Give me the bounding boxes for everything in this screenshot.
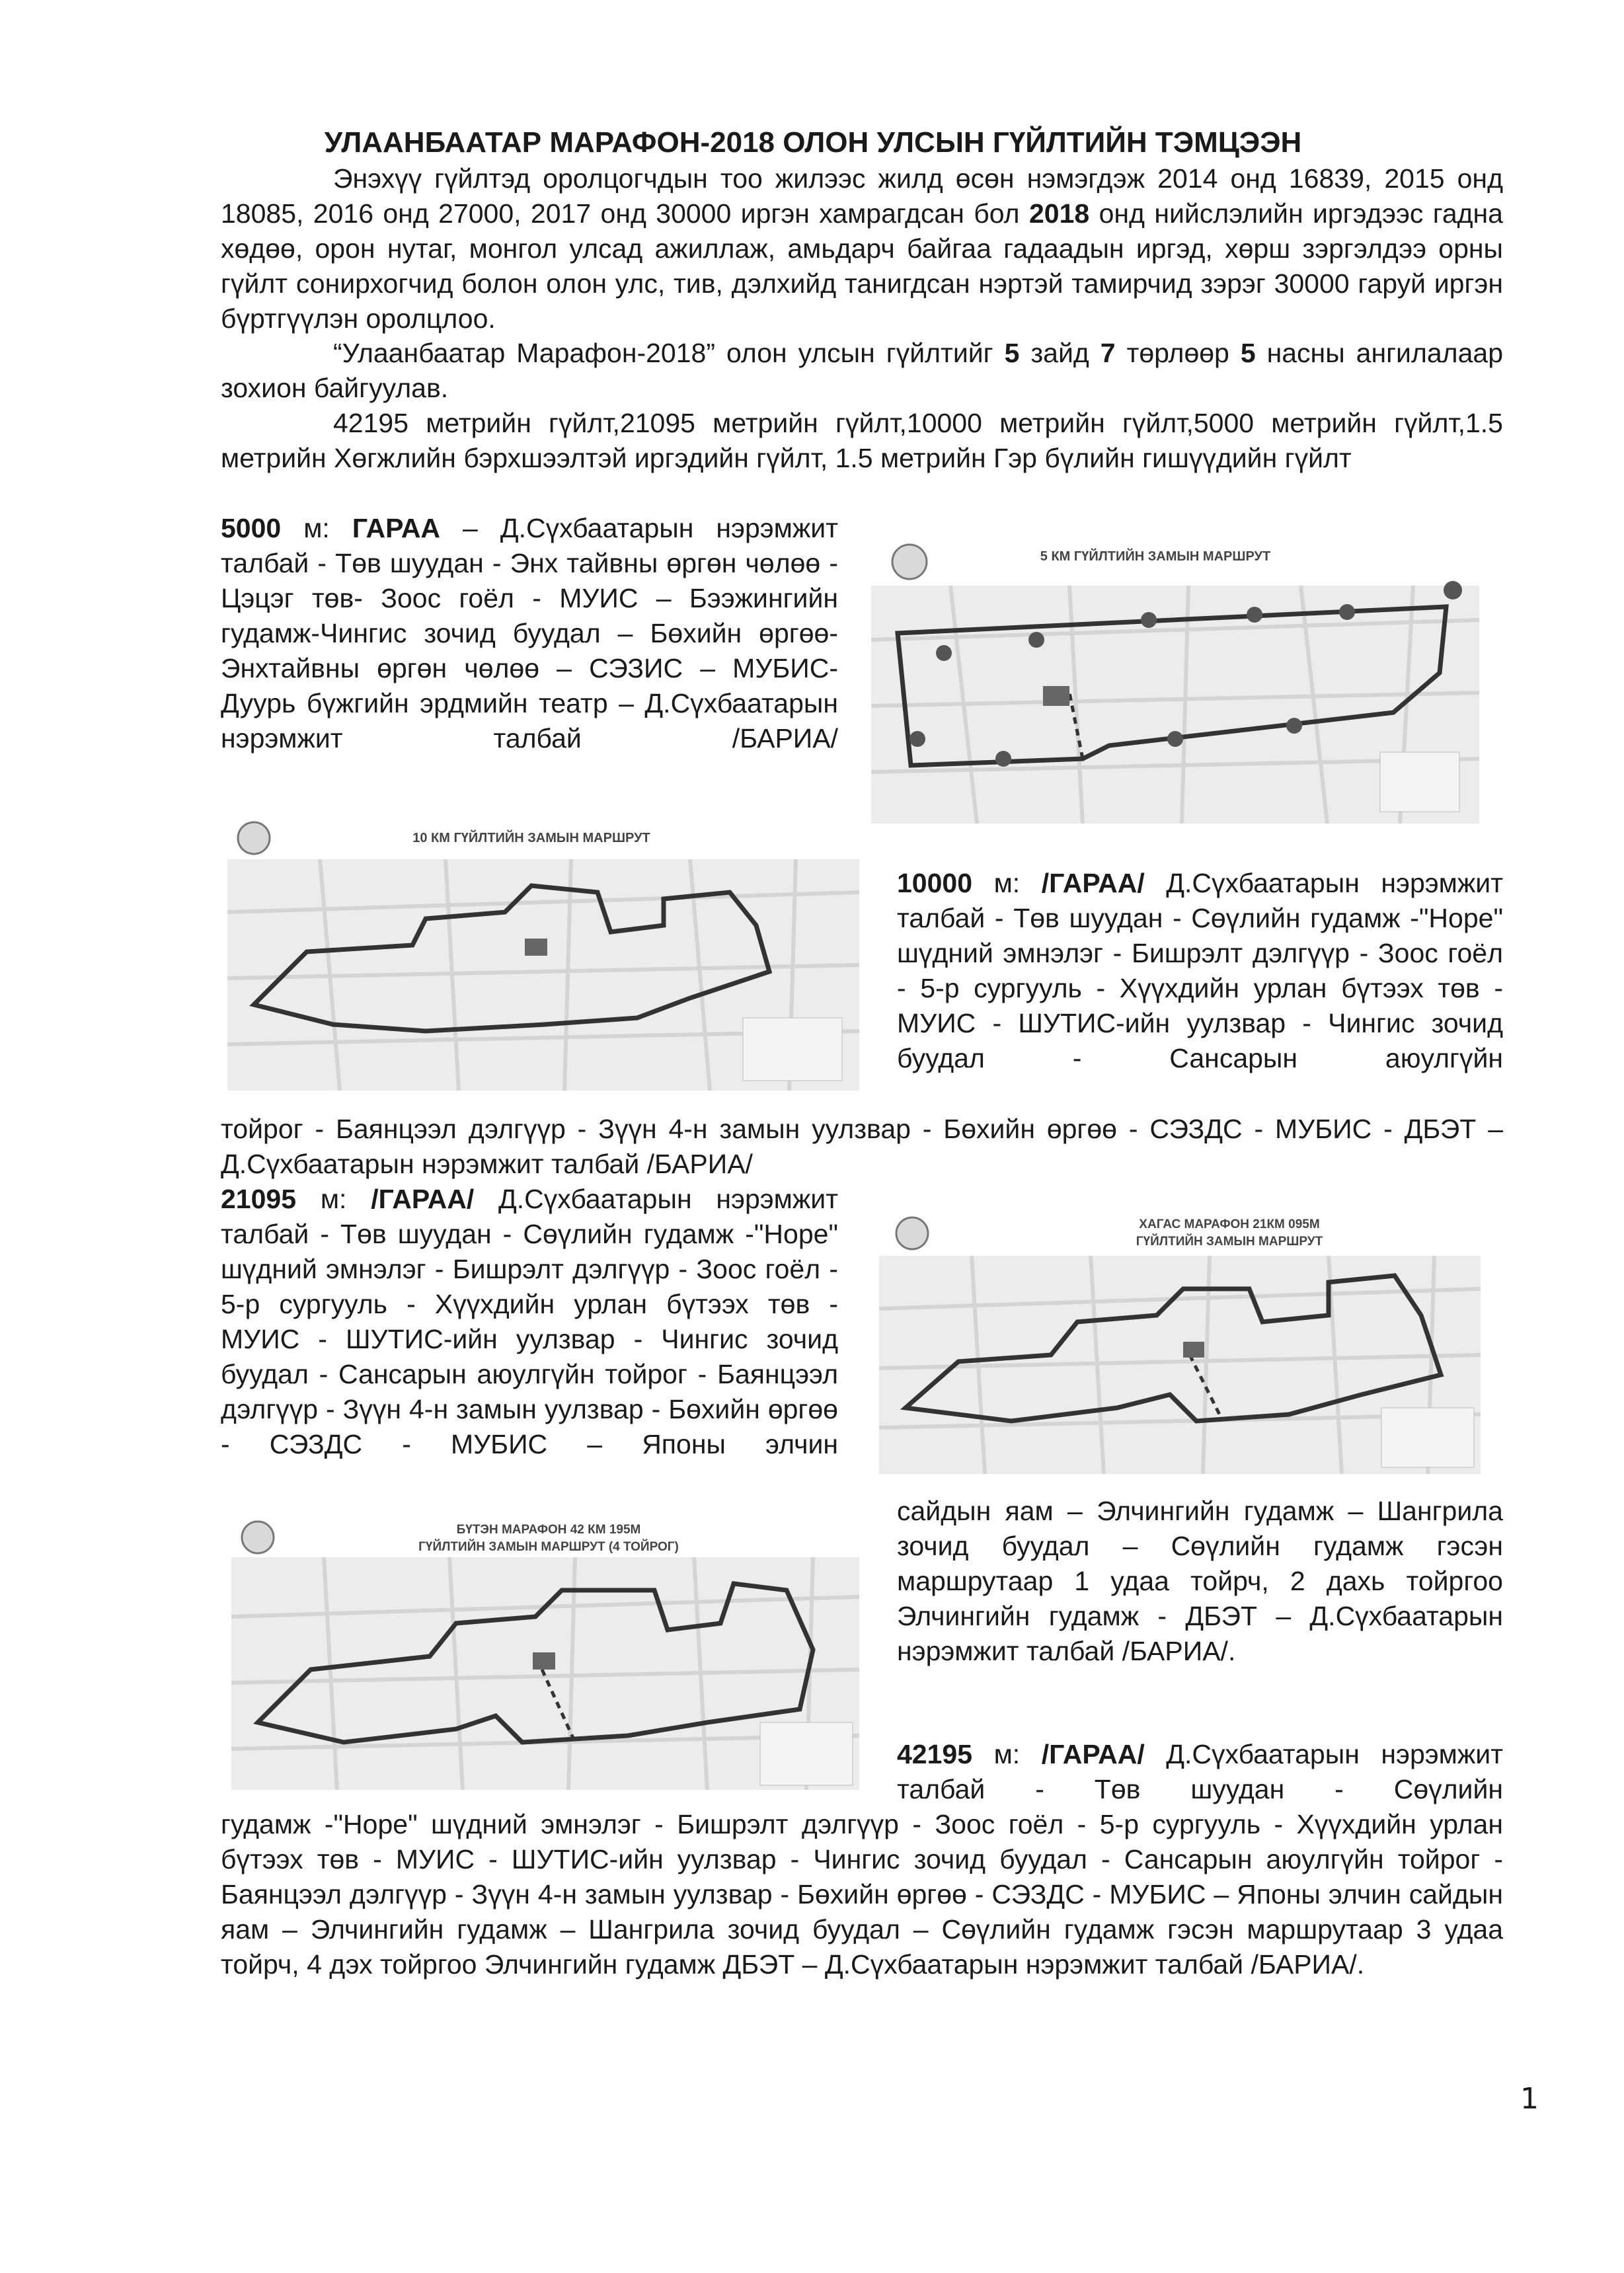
map-21km-title-2: ГҮЙЛТИЙН ЗАМЫН МАРШРУТ — [1136, 1235, 1323, 1249]
format-text: “Улаанбаатар Марафон-2018” олон улсын гүйлтийг — [333, 338, 1005, 368]
route-10000-distance: 10000 — [897, 868, 973, 898]
map-5km-title: 5 КМ ГҮЙЛТИЙН ЗАМЫН МАРШРУТ — [1040, 549, 1271, 564]
page-title: УЛААНБААТАР МАРАФОН-2018 ОЛОН УЛСЫН ГҮЙЛТИЙН ТЭМЦЭЭН — [324, 126, 1302, 159]
map-42km-title-2: ГҮЙЛТИЙН ЗАМЫН МАРШРУТ (4 ТОЙРОГ) — [418, 1540, 679, 1554]
map-legend — [760, 1722, 853, 1785]
intro-text-a: Энэхүү гүйлтэд оролцогчдын тоо жилээс жилд өсөн нэмэгдэж 2014 онд 16839, 2015 онд 18085, 2016 онд 27000, 2017 онд 30000 иргэн хамрагдсан бол — [221, 163, 1503, 229]
flag-icon — [525, 939, 547, 956]
route-42195-text: Д.Сүхбаатарын нэрэмжит талбай - Төв шуудан - Сөүлийн — [897, 1739, 1503, 1804]
format-ages: 5 — [1240, 338, 1256, 368]
map-42km-title-1: БҮТЭН МАРАФОН 42 КМ 195М — [456, 1523, 641, 1537]
route-10000 — [897, 866, 1503, 1076]
route-5000-start: ГАРАА — [352, 513, 441, 543]
route-21095-text: Д.Сүхбаатарын нэрэмжит талбай - Төв шуудан - Сөүлийн гудамж -"Норе" шүдний эмнэлэг - Бишрэлт дэлгүүр - Зоос гоёл - 5-р сургууль - Хүүхдийн урлан бүтээх төв - МУИС - ШУТИС-ийн уулзвар - Чингис зочид буудал - Сансарын аюулгүйн тойрог - Баянцээл дэлгүүр - Зүүн 4-н замын уулзвар - Бөхийн өргөө - СЭЗДС - МУБИС – Японы элчин — [221, 1184, 838, 1459]
flag-icon — [1183, 1342, 1204, 1358]
map-10km — [227, 820, 859, 1091]
route-42195 — [897, 1737, 1503, 1807]
route-42195-start: /ГАРАА/ — [1041, 1739, 1145, 1769]
logo-icon — [238, 822, 270, 854]
intro-text-b: онд нийслэлийн иргэдээс гадна хөдөө, орон нутаг, монгол улсад ажиллаж, амьдарч байгаа гадаадын иргэд, хөрш зэргэлдээ орны гүйлт сонирхогчид болон олон улс, тив, дэлхийд танигдсан нэртэй тамирчид зэрэг 30000 гаруй иргэн бүртгүүлэн оролцлоо. — [221, 198, 1503, 334]
map-21km-title-1: ХАГАС МАРАФОН 21КМ 095М — [1139, 1217, 1320, 1231]
route-5000-text: – Д.Сүхбаатарын нэрэмжит талбай - Төв шуудан - Энх тайвны өргөн чөлөө - Цэцэг төв- Зоос гоёл - МУИС – Бээжингийн гудамж-Чингис зочид буудал – Бөхийн өргөө- Энхтайвны өргөн чөлөө – СЭЗИС – МУБИС- Дуурь бүжгийн эрдмийн театр – Д.Сүхбаатарын нэрэмжит талбай /БАРИА/ — [221, 513, 838, 753]
logo-icon — [892, 545, 927, 579]
logo-icon — [896, 1217, 928, 1249]
map-legend — [1380, 752, 1459, 812]
page-number: 1 — [1520, 2082, 1539, 2116]
distances-paragraph: 42195 метрийн гүйлт,21095 метрийн гүйлт,10000 метрийн гүйлт,5000 метрийн гүйлт,1.5 метрийн Хөгжлийн бэрхшээлтэй иргэдийн гүйлт, 1.5 метрийн Гэр бүлийн гишүүдийн гүйлт — [221, 408, 1503, 473]
format-text: зайд — [1019, 338, 1101, 368]
route-10000-unit: м: — [993, 868, 1021, 898]
route-10000-text: Д.Сүхбаатарын нэрэмжит талбай - Төв шуудан - Сөүлийн гудамж -"Норе" шүдний эмнэлэг - Бишрэлт дэлгүүр - Зоос гоёл - 5-р сургууль - Хүүхдийн урлан бүтээх төв - МУИС - ШУТИС-ийн уулзвар - Чингис зочид буудал - Сансарын аюулгүйн — [897, 868, 1503, 1073]
route-5000 — [221, 511, 838, 756]
flag-icon — [1043, 686, 1069, 706]
format-text: төрлөөр — [1115, 338, 1241, 368]
route-21095-distance: 21095 — [221, 1184, 297, 1214]
map-5km — [871, 541, 1479, 824]
intro-paragraph — [221, 161, 1503, 336]
format-zones: 5 — [1004, 338, 1020, 368]
intro-year: 2018 — [1028, 198, 1090, 229]
format-paragraph — [221, 336, 1503, 406]
route-10000-cont: тойрог - Баянцээл дэлгүүр - Зүүн 4-н замын уулзвар - Бөхийн өргөө - СЭЗДС - МУБИС - ДБЭТ – Д.Сүхбаатарын нэрэмжит талбай /БАРИА/ — [221, 1114, 1503, 1179]
flag-icon — [533, 1652, 555, 1670]
route-42195-cont: гудамж -"Норе" шүдний эмнэлэг - Бишрэлт дэлгүүр - Зоос гоёл - 5-р сургууль - Хүүхдийн урлан бүтээх төв - МУИС - ШУТИС-ийн уулзвар - Чингис зочид буудал - Сансарын аюулгүйн тойрог - Баянцээл дэлгүүр - Зүүн 4-н замын уулзвар - Бөхийн өргөө - СЭЗДС - МУБИС – Японы элчин сайдын яам – Элчингийн гудамж – Шангрила зочид буудал – Сөүлийн гудамж гэсэн маршрутаар 3 удаа тойрч, 4 дэх тойргоо Элчингийн гудамж ДБЭТ – Д.Сүхбаатарын нэрэмжит талбай /БАРИА/. — [221, 1809, 1503, 1980]
route-5000-unit: м: — [303, 513, 330, 543]
route-5000-distance: 5000 — [221, 513, 282, 543]
format-text: насны ангилалаар зохион байгуулав. — [221, 338, 1503, 403]
map-42km — [231, 1518, 859, 1790]
route-21095-unit: м: — [320, 1184, 347, 1214]
route-21095 — [221, 1182, 838, 1462]
logo-icon — [242, 1522, 274, 1553]
map-legend — [743, 1018, 842, 1081]
route-21095-start: /ГАРАА/ — [371, 1184, 475, 1214]
map-legend — [1381, 1408, 1474, 1467]
route-42195-distance: 42195 — [897, 1739, 973, 1769]
map-10km-title: 10 КМ ГҮЙЛТИЙН ЗАМЫН МАРШРУТ — [412, 831, 650, 845]
route-21095-cont: сайдын яам – Элчингийн гудамж – Шангрила зочид буудал – Сөүлийн гудамж гэсэн маршрутаар 1 удаа тойрч, 2 дахь тойргоо Элчингийн гудамж - ДБЭТ – Д.Сүхбаатарын нэрэмжит талбай /БАРИА/. — [897, 1496, 1503, 1666]
route-10000-start: /ГАРАА/ — [1041, 868, 1145, 898]
format-types: 7 — [1100, 338, 1116, 368]
map-21km — [879, 1210, 1481, 1474]
route-42195-unit: м: — [993, 1739, 1021, 1769]
